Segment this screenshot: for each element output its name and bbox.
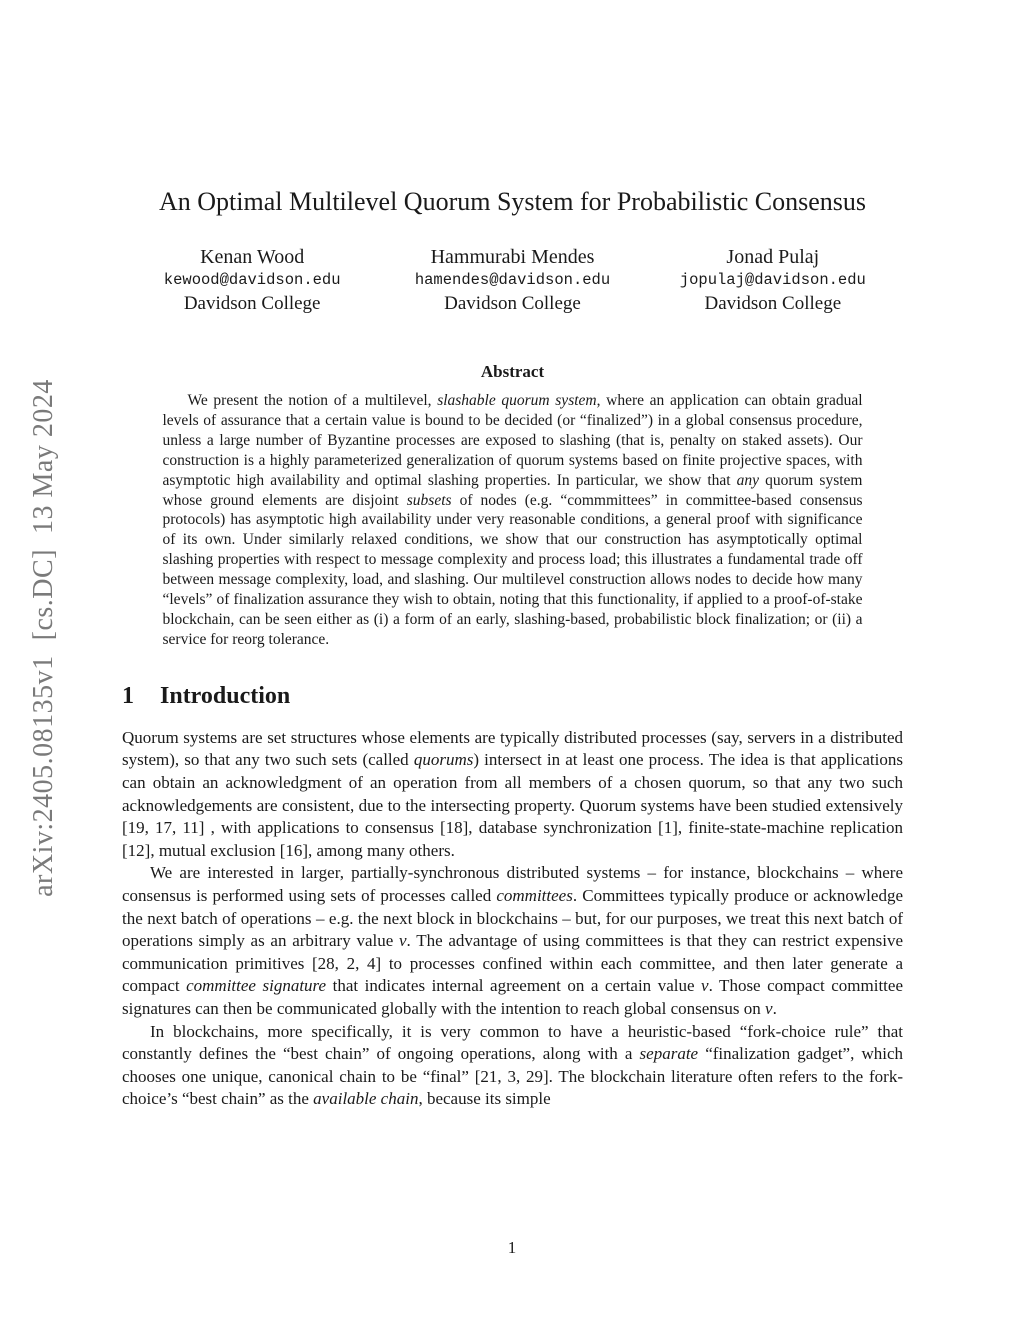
author-2 <box>382 245 642 315</box>
intro-paragraph-2: We are interested in larger, partially-synchronous distributed systems – for instance, blockchains – where consensus is performed using sets of processes called committees. Committees typically produce or acknowledge the next batch of operations – e.g. the next block in blockchains – but, for our purposes, we treat this next batch of operations simply as an arbitrary value v. The advantage of using committees is that they can restrict expensive communication primitives [28, 2, 4] to processes confined within each committee, and then later generate a compact committee signature that indicates internal agreement on a certain value v. Those compact committee signatures can then be communicated globally with the intention to reach global consensus on v. <box>122 863 903 1018</box>
author-name: Hammurabi Mendes <box>430 246 595 268</box>
page-number: 1 <box>507 1238 517 1257</box>
section-number: 1 <box>122 682 134 709</box>
abstract-text: We present the notion of a multilevel, slashable quorum system, where an application can obtain gradual levels of assurance that a certain value is bound to be decided (or “finalized”) in a global consensus procedure, unless a large number of Byzantine processes are exposed to slashing (that is, penalty on staked assets). Our construction is a highly parameterized generalization of quorum systems based on finite projective spaces, with asymptotic high availability and optimal slashing properties. In particular, we show that any quorum system whose ground elements are disjoint subsets of nodes (e.g. “commmittees” in committee-based consensus protocols) has asymptotic high availability under very reasonable conditions, a general proof with significance of its own. Under similarly relaxed conditions, we show that our construction has asymptotically optimal slashing properties with respect to message complexity and process load; this illustrates a fundamental trade off between message complexity, load, and slashing. Our multilevel construction allows nodes to decide how many “levels” of finalization assurance they wish to obtain, noting that this functionality, if applied to a proof-of-stake blockchain, can be seen either as (i) a form of an early, slashing-based, probabilistic block finalization; or (ii) a service for reorg tolerance. <box>162 392 863 648</box>
author-name: Kenan Wood <box>200 246 305 268</box>
section-heading-introduction <box>122 681 903 711</box>
paper-title: An Optimal Multilevel Quorum System for Probabilistic Consensus <box>158 187 866 216</box>
author-email: jopulaj@davidson.edu <box>679 271 866 289</box>
intro-paragraph-3: In blockchains, more specifically, it is very common to have a heuristic-based “fork-choice rule” that constantly defines the “best chain” of ongoing operations, along with a separate “finalization gadget”, which chooses one unique, canonical chain to be “final” [21, 3, 29]. The blockchain literature often refers to the fork-choice’s “best chain” as the available chain, because its simple <box>122 1021 903 1109</box>
author-block <box>122 245 903 315</box>
author-3 <box>643 245 903 315</box>
author-affiliation: Davidson College <box>704 293 842 314</box>
author-affiliation: Davidson College <box>183 293 321 314</box>
author-1 <box>122 245 382 315</box>
author-affiliation: Davidson College <box>444 293 581 314</box>
author-email: hamendes@davidson.edu <box>414 271 611 289</box>
author-email: kewood@davidson.edu <box>163 271 341 289</box>
page-content <box>122 0 903 1111</box>
author-name: Jonad Pulaj <box>726 246 820 268</box>
section-title: Introduction <box>160 682 291 709</box>
arxiv-watermark: arXiv:2405.08135v1 [cs.DC] 13 May 2024 <box>28 379 59 897</box>
intro-paragraph-1: Quorum systems are set structures whose elements are typically distributed processes (say, servers in a distributed system), so that any two such sets (called quorums) intersect in at least one process. The idea is that applications can obtain an acknowledgment of an operation from all members of a chosen quorum, so that any two such acknowledgements are consistent, due to the intersecting property. Quorum systems have been studied extensively [19, 17, 11] , with applications to consensus [18], database synchronization [1], finite-state-machine replication [12], mutual exclusion [16], among many others. <box>122 727 903 860</box>
abstract-heading: Abstract <box>480 362 545 381</box>
